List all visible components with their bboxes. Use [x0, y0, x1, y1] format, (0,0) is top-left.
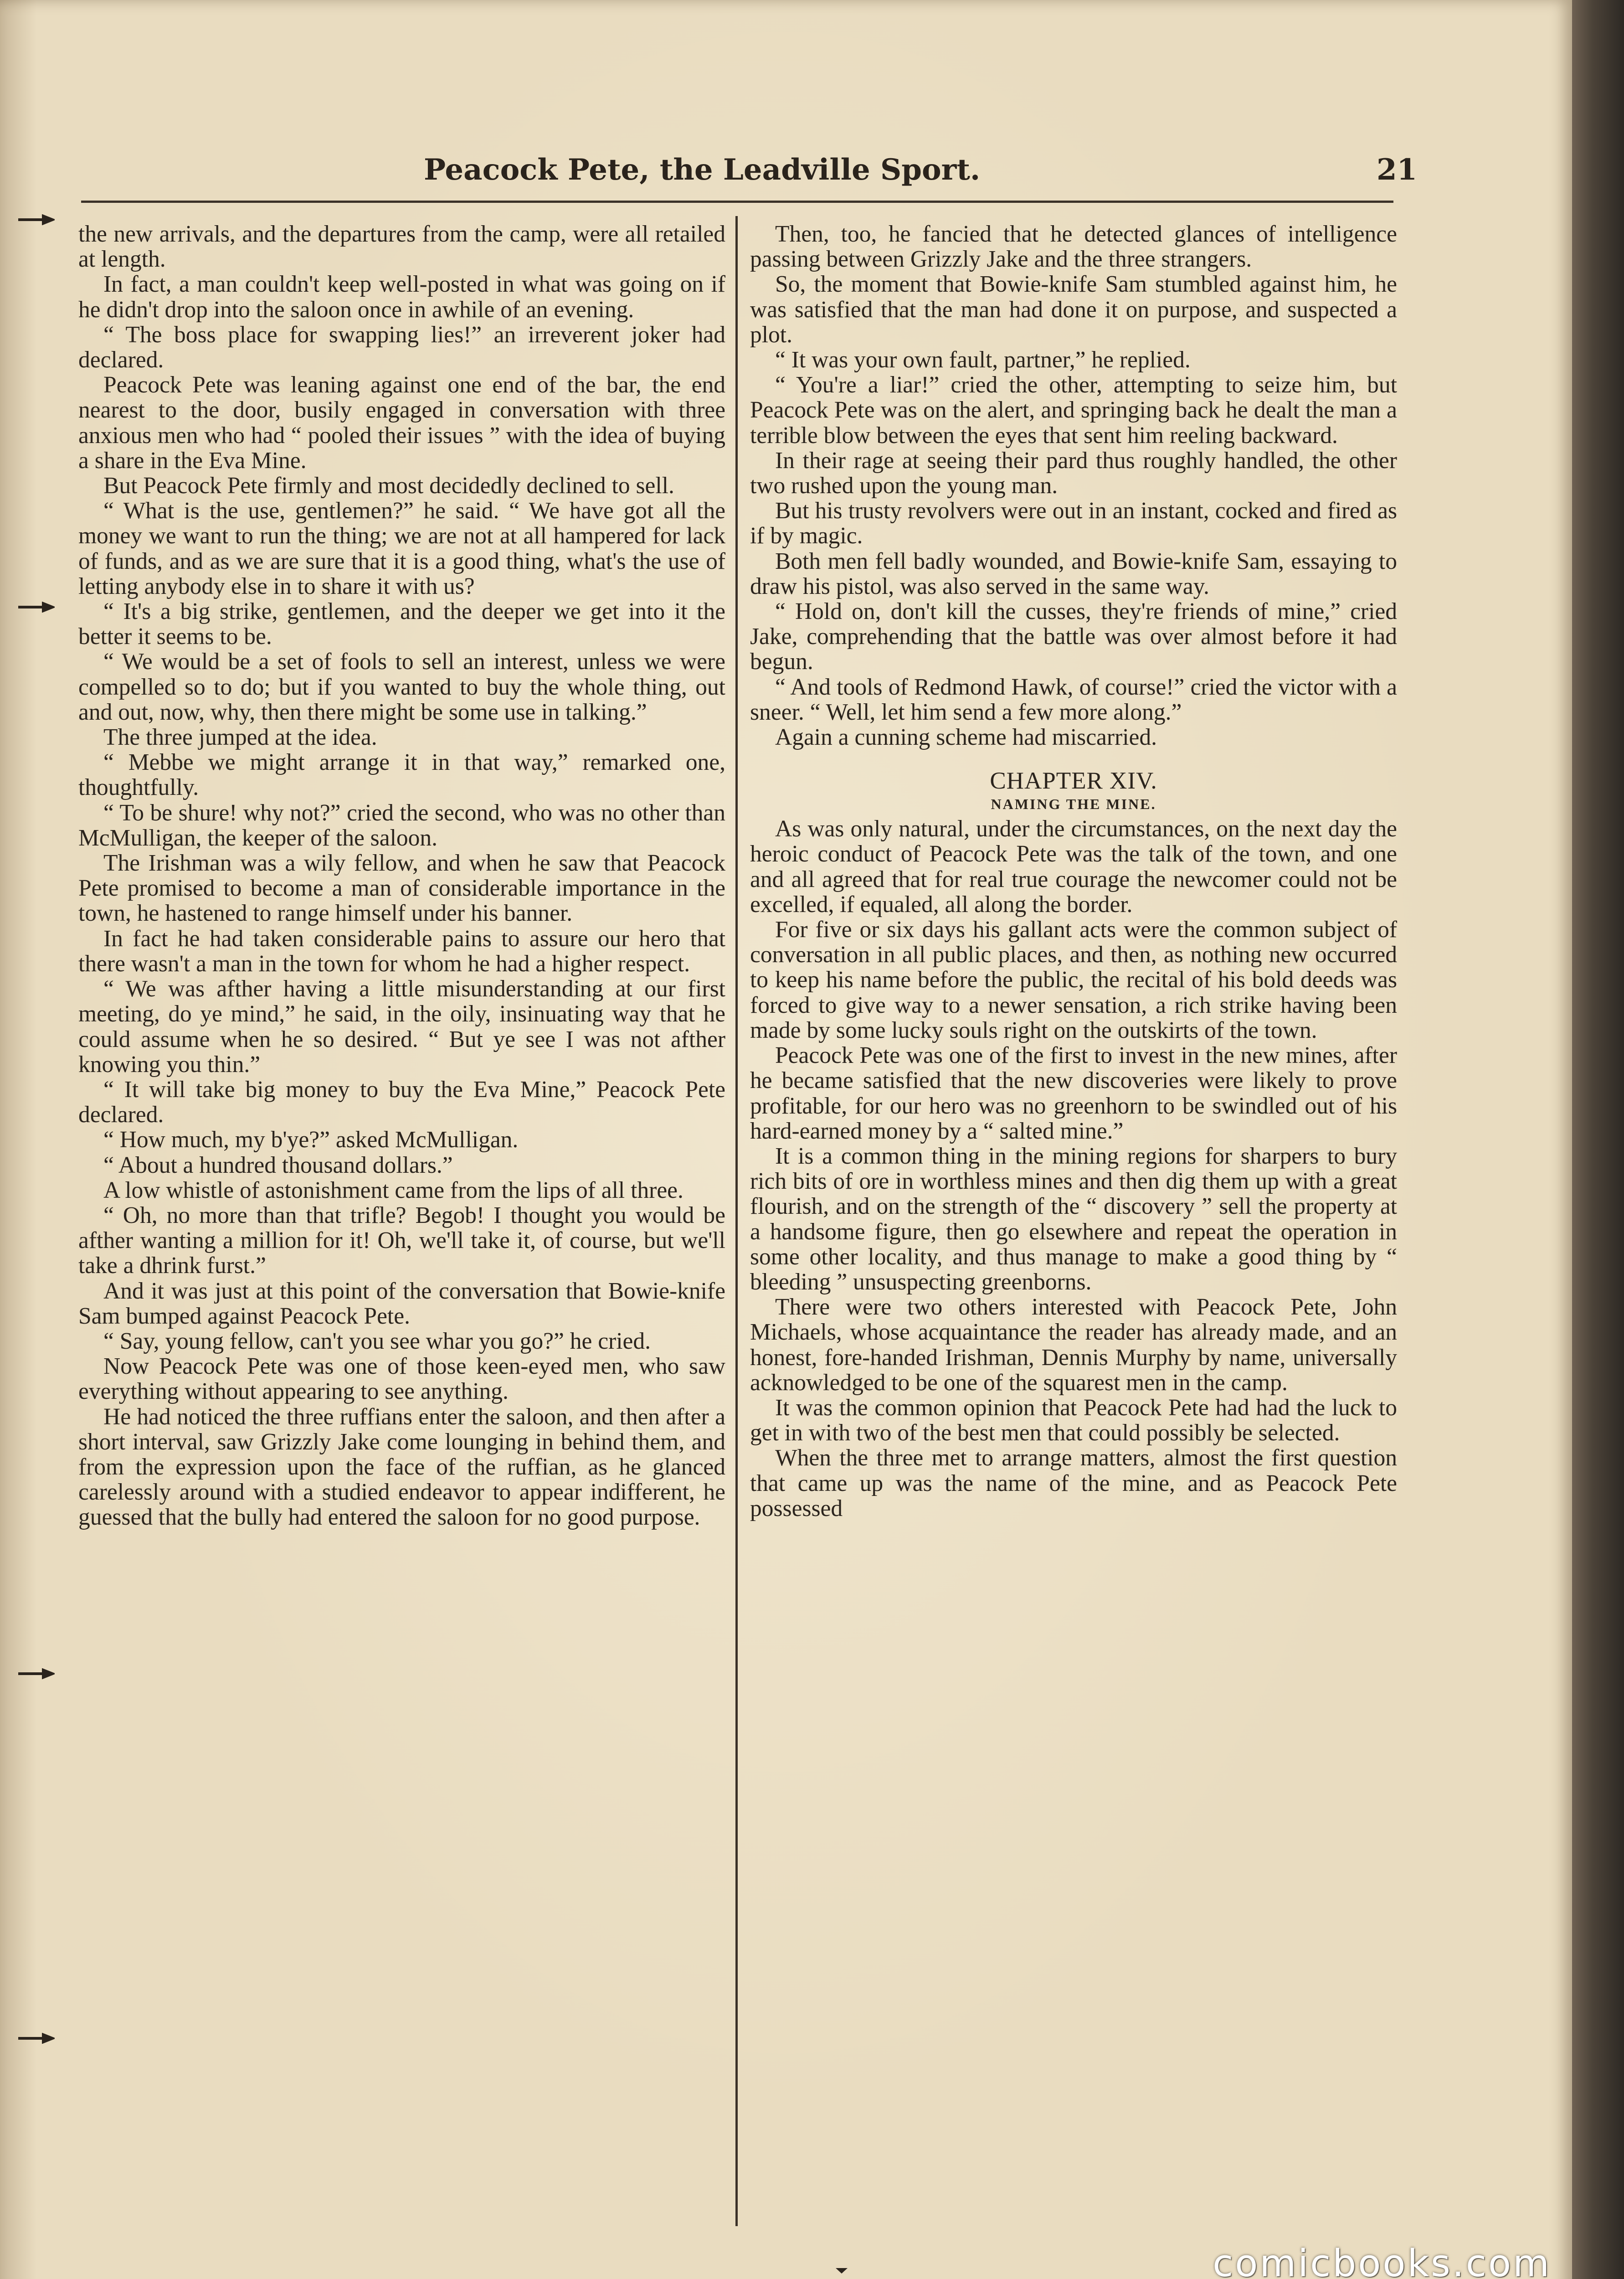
- paragraph: He had noticed the three ruffians enter the saloon, and then after a short interval, saw Grizzly Jake come lounging in behind them, and from the expression upon the face of the ruffian, as he glanced carelessly around with a studied endeavor to appear indifferent, he guessed that the bully had entered the saloon for no good purpose.: [78, 1403, 725, 1531]
- paragraph: As was only natural, under the circumstances, on the next day the heroic conduct of Peacock Pete was the talk of the town, and one and all agreed that for real true courage the newcomer could not be excelled, if equaled, all along the border.: [750, 816, 1397, 918]
- paragraph: “ We would be a set of fools to sell an interest, unless we were compelled so to do; but if you wanted to buy the whole thing, out and out, now, why, then there might be some use in talking.”: [78, 649, 725, 725]
- chapter-heading: CHAPTER XIV.: [990, 768, 1157, 794]
- paragraph: And it was just at this point of the conversation that Bowie-knife Sam bumped against Peacock Pete.: [78, 1278, 725, 1329]
- paragraph: “ To be shure! why not?” cried the second, who was no other than McMulligan, the keeper of the saloon.: [78, 799, 725, 851]
- stitch-mark: [18, 1668, 55, 1679]
- paragraph: “ The boss place for swapping lies!” an irreverent joker had declared.: [78, 321, 725, 373]
- binding-stitch-marks: [0, 0, 64, 2279]
- paragraph: “ You're a liar!” cried the other, attempting to seize him, but Peacock Pete was on the alert, and springing back he dealt the man a terrible blow between the eyes that sent him reeling backward.: [750, 372, 1397, 449]
- page-number: 21: [1376, 153, 1417, 187]
- bottom-stitch-mark: [835, 2266, 848, 2275]
- paragraph: Peacock Pete was leaning against one end of the bar, the end nearest to the door, busily engaged in conversation with three anxious men who had “ pooled their issues ” with the idea of buying a share in the Eva Mine.: [78, 372, 725, 474]
- header-rule: [81, 201, 1393, 203]
- paragraph: So, the moment that Bowie-knife Sam stumbled against him, he was satisfied that the man had done it on purpose, and suspected a plot.: [750, 271, 1397, 348]
- paragraph: The three jumped at the idea.: [103, 724, 377, 751]
- column-divider: [735, 216, 738, 2226]
- paragraph: “ How much, my b'ye?” asked McMulligan.: [103, 1127, 519, 1153]
- right-column: [750, 222, 1397, 1521]
- paragraph: When the three met to arrange matters, almost the first question that came up was the name of the mine, and as Peacock Pete possessed: [750, 1445, 1397, 1521]
- paragraph: “ And tools of Redmond Hawk, of course!” cried the victor with a sneer. “ Well, let him send a few more along.”: [750, 674, 1397, 725]
- paragraph: “ It was your own fault, partner,” he replied.: [775, 347, 1191, 373]
- paragraph: “ Say, young fellow, can't you see whar you go?” he cried.: [103, 1328, 651, 1354]
- paragraph: “ About a hundred thousand dollars.”: [103, 1152, 453, 1178]
- paragraph: But his trusty revolvers were out in an instant, cocked and fired as if by magic.: [750, 498, 1397, 549]
- stitch-mark: [18, 602, 55, 613]
- paragraph: Now Peacock Pete was one of those keen-eyed men, who saw everything without appearing to see anything.: [78, 1353, 725, 1405]
- paragraph: “ Hold on, don't kill the cusses, they're friends of mine,” cried Jake, comprehending that the battle was over almost before it had begun.: [750, 598, 1397, 675]
- paragraph: the new arrivals, and the departures from the camp, were all retailed at length.: [78, 221, 725, 273]
- paragraph: The Irishman was a wily fellow, and when he saw that Peacock Pete promised to become a man of considerable importance in the town, he hastened to range himself under his banner.: [78, 850, 725, 927]
- running-header: [424, 145, 1417, 195]
- paragraph: It is a common thing in the mining regions for sharpers to bury rich bits of ore in worthless mines and then dig them up with a great flourish, and on the strength of the “ discovery ” sell the property at a handsome figure, then go elsewhere and repeat the operation in some other locality, and thus manage to make a good thing by “ bleeding ” unsuspecting greenborns.: [750, 1143, 1397, 1295]
- paragraph: In their rage at seeing their pard thus roughly handled, the other two rushed upon the young man.: [750, 447, 1397, 499]
- paragraph: Then, too, he fancied that he detected glances of intelligence passing between Grizzly Jake and the three strangers.: [750, 221, 1397, 273]
- running-title: Peacock Pete, the Leadville Sport.: [424, 153, 981, 187]
- chapter-subtitle: NAMING THE MINE.: [991, 796, 1156, 813]
- paragraph: “ It will take big money to buy the Eva Mine,” Peacock Pete declared.: [78, 1076, 725, 1128]
- paragraph: Again a cunning scheme had miscarried.: [775, 724, 1157, 751]
- paragraph: “ It's a big strike, gentlemen, and the deeper we get into it the better it seems to be.: [78, 598, 725, 650]
- page-edge-shadow: [1572, 0, 1624, 2279]
- paragraph: In fact, a man couldn't keep well-posted in what was going on if he didn't drop into the saloon once in awhile of an evening.: [78, 271, 725, 323]
- paragraph: For five or six days his gallant acts were the common subject of conversation in all public places, and then, as nothing new occurred to keep his name before the public, the recital of his bold deeds was forced to give way to a newer sensation, a rich strike having been made by some lucky souls right on the outskirts of the town.: [750, 917, 1397, 1043]
- paragraph: “ Oh, no more than that trifle? Begob! I thought you would be afther wanting a million for it! Oh, we'll take it, of course, but we'll take a dhrink furst.”: [78, 1202, 725, 1279]
- paragraph: Peacock Pete was one of the first to invest in the new mines, after he became satisfied that the new discoveries were likely to prove profitable, for our hero was no greenhorn to be swindled out of his hard-earned money by a “ salted mine.”: [750, 1042, 1397, 1144]
- site-watermark: comicbooks.com: [1213, 2242, 1551, 2279]
- paragraph: “ We was afther having a little misunderstanding at our first meeting, do ye mind,” he said, in the oily, insinuating way that he could assume when he so desired. “ But ye see I was not afther knowing you thin.”: [78, 976, 725, 1078]
- paragraph: A low whistle of astonishment came from the lips of all three.: [103, 1177, 684, 1203]
- paragraph: There were two others interested with Peacock Pete, John Michaels, whose acquaintance the reader has already made, and an honest, fore-handed Irishman, Dennis Murphy by name, universally acknowledged to be one of the squarest men in the camp.: [750, 1294, 1397, 1396]
- paragraph: “ Mebbe we might arrange it in that way,” remarked one, thoughtfully.: [78, 749, 725, 801]
- paragraph: Both men fell badly wounded, and Bowie-knife Sam, essaying to draw his pistol, was also served in the same way.: [750, 548, 1397, 599]
- stitch-mark: [18, 2033, 55, 2044]
- paragraph: In fact he had taken considerable pains to assure our hero that there wasn't a man in the town for whom he had a higher respect.: [78, 925, 725, 977]
- left-column: [78, 222, 725, 1530]
- paragraph: It was the common opinion that Peacock Pete had had the luck to get in with two of the best men that could possibly be selected.: [750, 1394, 1397, 1446]
- paragraph: But Peacock Pete firmly and most decidedly declined to sell.: [103, 473, 674, 499]
- paragraph: “ What is the use, gentlemen?” he said. “ We have got all the money we want to run the thing; we are not at all hampered for lack of funds, and as we are sure that it is a good thing, what's the use of letting anybody else in to share it with us?: [78, 498, 725, 599]
- stitch-mark: [18, 214, 55, 225]
